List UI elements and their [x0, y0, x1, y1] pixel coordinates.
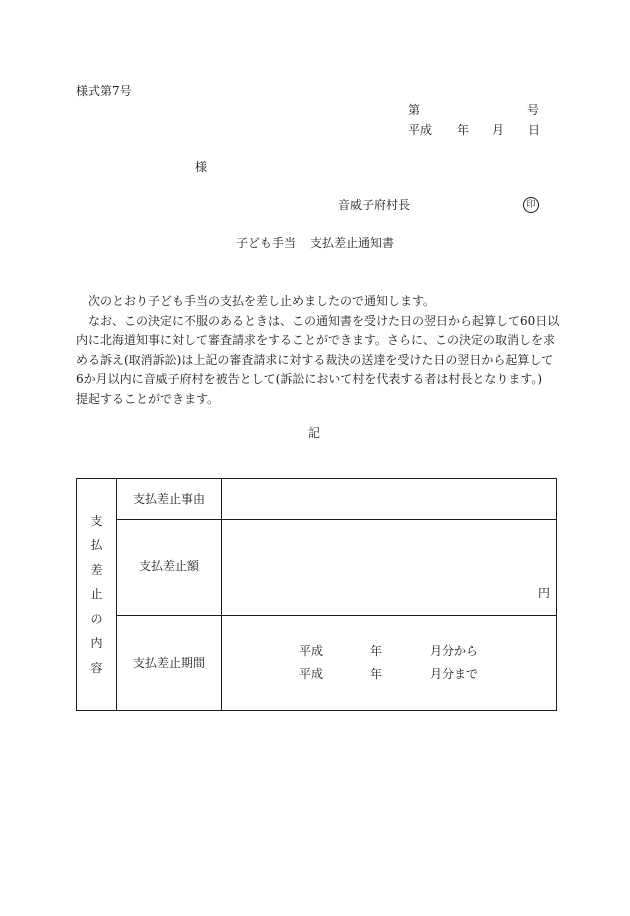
form-number: 様式第7号	[76, 84, 132, 98]
table-divider	[221, 479, 222, 710]
amount-label: 支払差止額	[138, 559, 199, 573]
content-table	[76, 478, 557, 711]
vertical-label-char: 払	[90, 538, 103, 553]
vertical-label-char: 内	[90, 636, 103, 651]
period-from-year: 年	[370, 644, 383, 658]
seal-mark: 印	[523, 197, 539, 213]
body-line: 次のとおり子ども手当の支払を差し止めましたので通知します。	[76, 294, 436, 308]
doc-number-prefix: 第	[408, 103, 421, 117]
vertical-label-char: 支	[90, 513, 103, 528]
body-line: なお、この決定に不服のあるときは、この通知書を受けた日の翌日から起算して60日以	[76, 313, 560, 328]
ki-heading: 記	[308, 426, 321, 440]
body-line: 6か月以内に音威子府村を被告として(訴訟において村を代表する者は村長となります。)	[76, 372, 543, 386]
vertical-label	[77, 479, 116, 710]
date-day: 日	[528, 123, 541, 137]
vertical-label-char: の	[90, 611, 103, 626]
title-part-1: 子ども手当	[236, 236, 297, 250]
period-to-year: 年	[370, 667, 383, 681]
table-divider	[116, 615, 556, 616]
title-part-2: 支払差止通知書	[310, 236, 395, 250]
body-line: 提起することができます。	[76, 391, 220, 406]
sender-name: 音威子府村長	[338, 198, 411, 212]
addressee-suffix: 様	[195, 160, 208, 174]
vertical-label-char: 差	[90, 562, 103, 577]
period-from-era: 平成	[299, 644, 324, 658]
table-divider	[116, 519, 556, 520]
period-label: 支払差止期間	[132, 656, 205, 670]
date-year: 年	[457, 123, 470, 137]
vertical-label-char: 止	[90, 587, 103, 602]
vertical-label-char: 容	[90, 660, 103, 675]
period-from-month: 月分から	[430, 644, 479, 658]
amount-unit: 円	[538, 586, 551, 600]
body-line: める訴え(取消訴訟)は上記の審査請求に対する裁決の送達を受けた日の翌日から起算して	[76, 352, 554, 367]
date-era: 平成	[408, 123, 433, 137]
doc-number-suffix: 号	[527, 103, 540, 117]
document-title	[236, 237, 394, 249]
period-to-era: 平成	[299, 667, 324, 681]
reason-label: 支払差止事由	[132, 492, 205, 506]
period-to-month: 月分まで	[430, 667, 479, 681]
date-month: 月	[492, 123, 505, 137]
body-text	[76, 292, 560, 409]
table-divider	[116, 479, 117, 710]
body-line: 内に北海道知事に対して審査請求をすることができます。さらに、この決定の取消しを求	[76, 333, 556, 347]
